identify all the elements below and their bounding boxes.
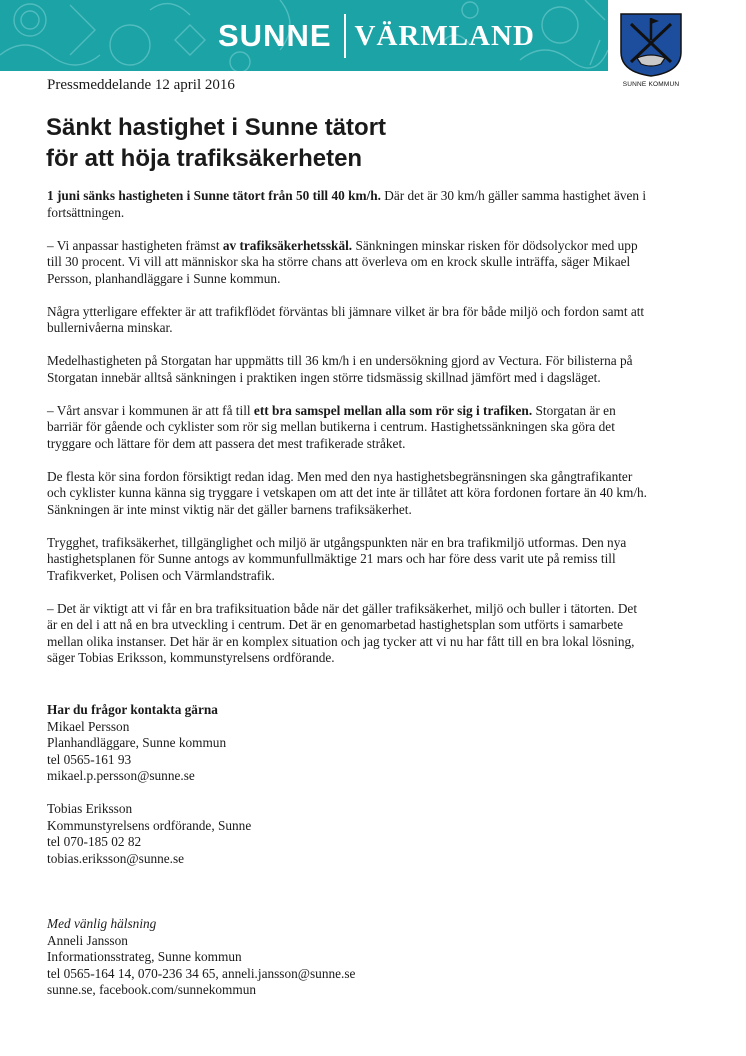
contact-role: Planhandläggare, Sunne kommun [47,735,227,750]
contact-name: Tobias Eriksson [47,801,133,816]
press-release-dateline: Pressmeddelande 12 april 2016 [47,77,235,93]
title-line-2: för att höja trafiksäkerheten [46,145,363,172]
contact-email-link[interactable]: mikael.p.persson@sunne.se [47,768,195,783]
signoff-greeting: Med vänlig hälsning [47,916,157,931]
contact-heading: Har du frågor kontakta gärna [47,702,218,717]
lead-text: Där det är 30 km/h gäller samma hastighet även i fortsättningen. [47,188,647,220]
paragraph-drivers: De flesta kör sina fordon försiktigt redan idag. Men med den nya hastighetsbegränsningen ska gångtrafikanter och cyklister kunna känna sig tryggare i vetskapen om att det inte är tillåtet att köra fordonen fortare än 40 km/h. Sänkningen är inte minst viktig när det gäller barnens trafiksäkerhet. [47,468,648,517]
paragraph-effects: Några ytterligare effekter är att trafikflödet förväntas bli jämnare vilket är bra för både miljö och fordon samt att bullernivåerna minskar. [47,303,645,335]
signoff-role: Informationsstrateg, Sunne kommun [47,949,242,964]
paragraph-quote-persson [47,238,647,288]
contact-block-eriksson [47,801,647,867]
signoff-name: Anneli Jansson [47,932,128,948]
brand-wordmark [218,12,535,60]
paragraph-lead [47,188,647,221]
quote-persson-text: Sänkningen minskar risken för dödsolyckor med upp till 30 procent. Vi vill att människor ska ha större chans att överleva om en krock skulle inträffa, säger Mikael Persson, planhandläggare i Sunne kommun. [47,237,638,286]
header-banner [0,0,608,71]
crest-caption: SUNNE KOMMUN [622,81,680,88]
brand-name-sunne: SUNNE [218,18,332,53]
lead-bold-text: 1 juni sänks hastigheten i Sunne tätort från 50 till 40 km/h. [47,188,381,203]
brand-divider [344,14,346,58]
contact-phone: tel 070-185 02 82 [47,834,142,849]
contact-phone: tel 0565-161 93 [47,751,132,767]
title-line-1: Sänkt hastighet i Sunne tätort [46,114,387,141]
responsibility-intro: – Vårt ansvar i kommunen är att få till [47,402,254,418]
article-body [47,188,647,683]
paragraph-quote-eriksson: – Det är viktigt att vi får en bra trafiksituation både när det gäller trafiksäkerhet, miljö och buller i tätorten. Det är en del i att nå en bra utveckling i centrum. Det är en genomarbetad hastighetsplan som utförts i samarbete mellan olika instanser. Det här är en komplex situation och jag tycker att vi nu har fått till en bra lokal lösning, säger Tobias Eriksson, kommunstyrelsens ordförande. [47,600,638,665]
signoff-section [47,916,647,999]
responsibility-bold: ett bra samspel mellan alla som rör sig i trafiken. [253,402,533,418]
contact-email-link[interactable]: tobias.eriksson@sunne.se [47,850,185,866]
contact-name: Mikael Persson [47,718,130,734]
quote-persson-bold: av trafiksäkerhetsskäl. [222,237,353,253]
page-title [46,112,606,174]
paragraph-average-speed: Medelhastigheten på Storgatan har uppmätts till 36 km/h i en undersökning gjord av Vectura. För bilisterna på Storgatan innebär alltså sänkningen i praktiken ingen större tidsmässig skillnad jämfört med i dagsläget. [47,353,633,385]
signoff-links[interactable]: sunne.se, facebook.com/sunnekommun [47,982,257,997]
contact-section [47,702,647,884]
paragraph-speed-plan: Trygghet, trafiksäkerhet, tillgänglighet och miljö är utgångspunkten när en bra trafikmiljö utformas. Den nya hastighetsplanen för Sunne antogs av kommunfullmäktige 21 mars och har före dess varit ute på remiss till Trafikverket, Polisen och Värmlandstrafik. [47,534,627,583]
responsibility-text: Storgatan är en barriär för gående och cyklister som rör sig mellan butikerna i centrum. Hastighetssänkningen ska göra det tryggare och lättare för dem att passera det mest trafikerade stråket. [47,402,616,451]
contact-role: Kommunstyrelsens ordförande, Sunne [47,817,252,833]
quote-persson-intro: – Vi anpassar hastigheten främst [47,237,223,253]
signoff-contact: tel 0565-164 14, 070-236 34 65, anneli.jansson@sunne.se [47,965,356,981]
paragraph-responsibility [47,403,647,453]
brand-name-varmland: VÄRMLAND [354,19,535,52]
contact-block-persson [47,702,647,785]
coat-of-arms-icon [619,12,683,78]
